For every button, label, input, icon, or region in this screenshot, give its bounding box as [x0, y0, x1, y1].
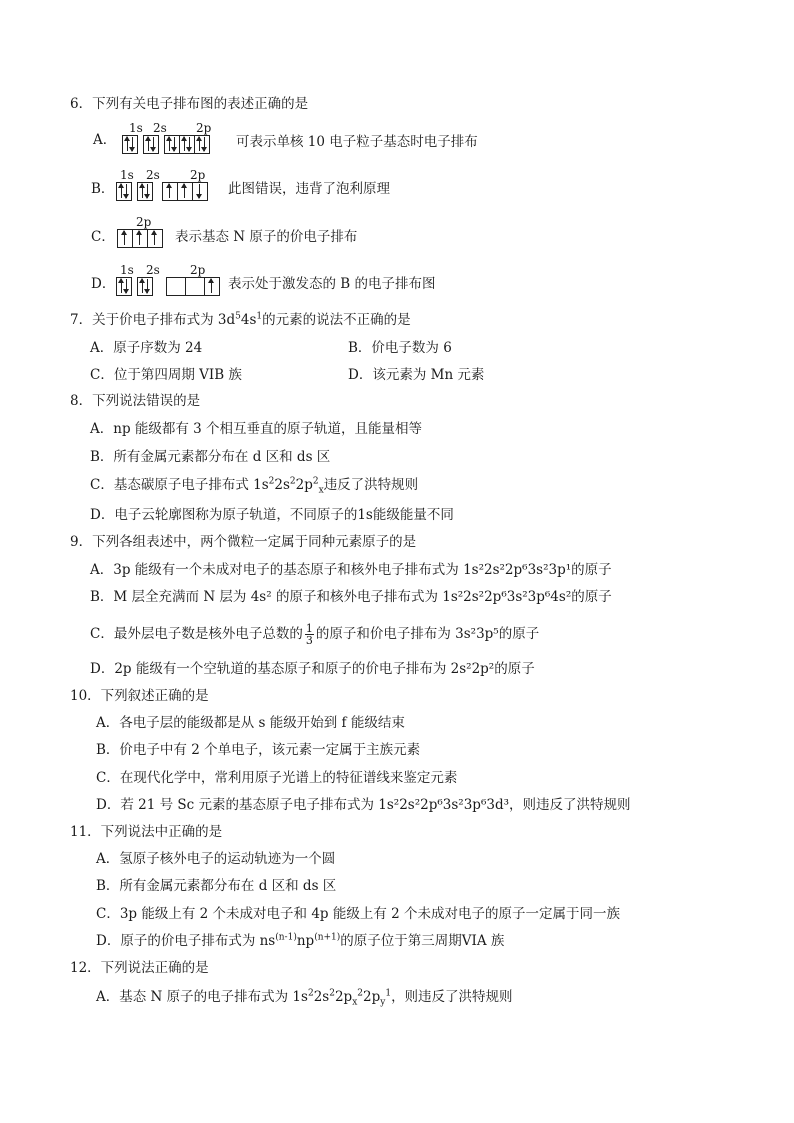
q7-option-d: D．该元素为 Mn 元素 [348, 367, 485, 383]
spin-down-arrow-icon [189, 137, 190, 151]
spin-up-arrow-icon [154, 231, 155, 245]
orbital-box [138, 183, 152, 200]
q8-option-a: A．np 能级都有 3 个相互垂直的原子轨道，且能量相等 [90, 421, 423, 437]
spin-down-arrow-icon [174, 137, 175, 151]
orbital-box [148, 230, 162, 247]
orbital-group [116, 277, 132, 296]
q8-option-d: D．电子云轮廓图称为原子轨道，不同原子的1s能级能量不同 [90, 507, 454, 523]
spin-down-arrow-icon [153, 137, 154, 151]
orbital-pair [123, 136, 137, 153]
q6-stem: 6．下列有关电子排布图的表述正确的是 [70, 96, 309, 112]
q6-c-text: 表示基态 N 原子的价电子排布 [175, 229, 358, 245]
text-run: ，则违反了洪特规则 [509, 797, 631, 813]
spin-down-arrow-icon [147, 184, 148, 198]
spin-down-arrow-icon [126, 184, 127, 198]
q8-option-c [90, 476, 418, 494]
orbital-box [117, 183, 131, 200]
subscript: y [380, 997, 386, 1008]
q7-stem [70, 311, 411, 329]
label-2p: 2p [196, 121, 212, 135]
superscript: (n-1) [275, 932, 297, 943]
spin-up-arrow-icon [169, 184, 170, 198]
orbital-box [193, 183, 207, 200]
q6-c-orbital-diagram [117, 215, 163, 248]
superscript: 1 [256, 311, 263, 322]
q7-option-a: A．原子序数为 24 [90, 340, 203, 356]
q9-option-a [90, 561, 612, 579]
text-run: 的元素的说法不正确的是 [262, 312, 411, 328]
orbital-group [116, 182, 132, 201]
text-run: C．最外层电子数是核外电子总数的 [90, 626, 303, 642]
orbital-pair [165, 136, 180, 153]
text-run: 的原子 [571, 562, 612, 578]
text-run: C．基态碳原子电子排布式 1s [90, 477, 269, 493]
q7-option-b: B．价电子数为 6 [348, 340, 452, 356]
text-run: 的原子 [494, 661, 535, 677]
superscript: 2 [289, 476, 296, 487]
q11-stem: 11．下列说法中正确的是 [70, 824, 223, 840]
q7-option-c: C．位于第四周期 VIB 族 [90, 367, 242, 383]
q6-a-orbital-diagram [122, 121, 210, 154]
q6-b-orbital-diagram [116, 168, 208, 201]
spin-up-arrow-icon [184, 184, 185, 198]
text-run: 2p [363, 989, 381, 1005]
text-run: 1 [305, 622, 313, 635]
spin-up-arrow-icon [211, 279, 212, 293]
spin-down-arrow-icon [147, 279, 148, 293]
orbital-box [167, 278, 186, 295]
text-run: 1s²2s²2p⁶3s²3p¹ [463, 562, 572, 578]
superscript: 2 [357, 988, 363, 999]
text-run: D．2p 能级有一个空轨道的基态原子和原子的价电子排布为 [90, 661, 451, 677]
text-run: B．M 层全充满而 N 层为 4s² 的原子和核外电子排布式为 [90, 589, 443, 605]
text-run: 3 [305, 634, 313, 647]
superscript: 2 [268, 476, 275, 487]
text-run: 违反了洪特规则 [323, 477, 419, 493]
text-run: D．若 21 号 Sc 元素的基态原子电子排布式为 [96, 797, 379, 813]
q9-option-d [90, 660, 535, 678]
superscript: (n+1) [314, 932, 341, 943]
orbital-group [122, 135, 138, 154]
superscript: 2 [307, 988, 314, 999]
q6-a-text: 可表示单核 10 电子粒子基态时电子排布 [236, 134, 478, 150]
orbital-group [162, 182, 208, 201]
orbital-group [137, 277, 153, 296]
text-run: 7．关于价电子排布式为 3d [70, 312, 236, 328]
q9-option-c [90, 623, 539, 646]
q6-b-letter: B． [91, 181, 115, 197]
label-2s: 2s [146, 168, 160, 182]
q8-stem: 8．下列说法错误的是 [70, 393, 201, 409]
q11-option-a: A．氢原子核外电子的运动轨迹为一个圆 [96, 851, 336, 867]
q9-option-b [90, 588, 612, 606]
spin-down-arrow-icon [132, 137, 133, 151]
q6-d-text: 表示处于激发态的 B 的电子排布图 [228, 276, 436, 292]
subscript: x [318, 485, 324, 496]
text-run: 1s²2s²2p⁶3s²3p⁶3d³ [378, 797, 509, 813]
q10-option-d [96, 796, 631, 814]
text-run: A．3p 能级有一个未成对电子的基态原子和核外电子排布式为 [90, 562, 464, 578]
text-run: ，则违反了洪特规则 [391, 989, 513, 1005]
orbital-box [117, 278, 131, 295]
label-1s: 1s [129, 121, 143, 135]
superscript: 2 [329, 988, 335, 999]
text-run: 2p [334, 989, 353, 1005]
subscript: x [352, 997, 358, 1008]
orbital-group [117, 229, 163, 248]
text-run: A．基态 N 原子的电子排布式为 1s [96, 989, 308, 1005]
q6-c-letter: C． [91, 229, 115, 245]
label-2s: 2s [153, 121, 167, 135]
label-2p: 2p [190, 168, 206, 182]
orbital-pair [180, 136, 195, 153]
label-2p: 2p [190, 263, 206, 277]
q10-option-b: B．价电子中有 2 个单电子，该元素一定属于主族元素 [96, 742, 421, 758]
spin-up-arrow-icon [139, 231, 140, 245]
orbital-pair [144, 136, 158, 153]
q11-option-b: B．所有金属元素都分布在 d 区和 ds 区 [96, 878, 337, 894]
q11-option-c: C．3p 能级上有 2 个未成对电子和 4p 能级上有 2 个未成对电子的原子一定属于同一族 [96, 906, 621, 922]
orbital-box [205, 278, 219, 295]
superscript: 5 [235, 311, 241, 322]
label-1s: 1s [120, 168, 134, 182]
text-run: 2s [274, 477, 290, 493]
orbital-group [143, 135, 159, 154]
orbital-box [138, 278, 152, 295]
orbital-box [118, 230, 133, 247]
orbital-box [178, 183, 193, 200]
superscript: 2 [312, 476, 319, 487]
spin-down-arrow-icon [199, 184, 200, 198]
orbital-group [166, 277, 220, 296]
orbital-pair [195, 136, 209, 153]
q6-d-letter: D． [91, 276, 116, 292]
spin-up-arrow-icon [124, 231, 125, 245]
text-run: 的原子和价电子排布为 [315, 626, 456, 642]
label-2s: 2s [146, 263, 160, 277]
label-2p: 2p [136, 215, 152, 229]
text-run: 1s²2s²2p⁶3s²3p⁶4s² [442, 589, 572, 605]
orbital-box [186, 278, 205, 295]
spin-down-arrow-icon [204, 137, 205, 151]
orbital-box [133, 230, 148, 247]
orbital-group [164, 135, 210, 154]
q6-d-orbital-diagram [116, 263, 220, 296]
q12-stem: 12．下列说法正确的是 [70, 960, 209, 976]
q9-stem: 9．下列各组表述中，两个微粒一定属于同种元素原子的是 [70, 534, 417, 550]
text-run: 2s²2p² [450, 661, 495, 677]
orbital-box [163, 183, 178, 200]
q10-stem: 10．下列叙述正确的是 [70, 688, 209, 704]
text-run: 4s [240, 312, 257, 328]
spin-down-arrow-icon [126, 279, 127, 293]
q11-option-d [96, 932, 504, 950]
text-run: 的原子位于第三周期VIA 族 [340, 933, 505, 949]
text-run: 的原子 [498, 626, 540, 642]
label-1s: 1s [120, 263, 134, 277]
text-run: np [296, 933, 315, 949]
q6-b-text: 此图错误，违背了泡利原理 [228, 181, 390, 197]
text-run: 2p [295, 477, 313, 493]
orbital-group [137, 182, 153, 201]
q12-option-a [96, 988, 513, 1006]
q10-option-a: A．各电子层的能级都是从 s 能级开始到 f 能级结束 [96, 715, 405, 731]
superscript: 1 [385, 988, 392, 999]
q8-option-b: B．所有金属元素都分布在 d 区和 ds 区 [90, 449, 331, 465]
text-run: 3s²3p⁵ [455, 626, 499, 642]
text-run: D．原子的价电子排布式为 ns [96, 933, 276, 949]
q10-option-c: C．在现代化学中，常利用原子光谱上的特征谱线来鉴定元素 [96, 770, 458, 786]
fraction-one-third [305, 623, 314, 646]
q6-a-letter: A． [93, 132, 117, 148]
text-run: 的原子 [571, 589, 612, 605]
text-run: 2s [313, 989, 330, 1005]
